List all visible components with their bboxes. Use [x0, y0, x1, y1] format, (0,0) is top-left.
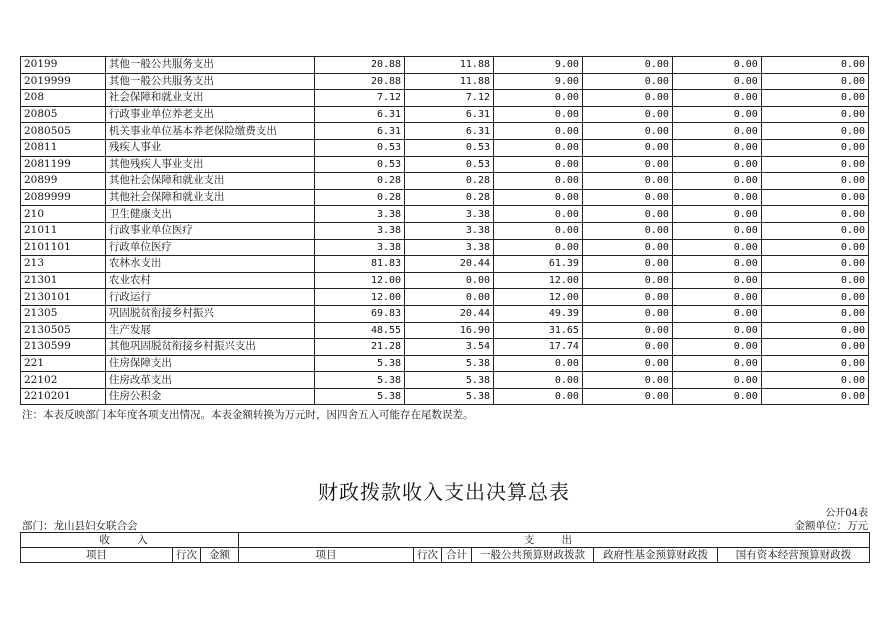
- amount-cell: 0.00: [582, 189, 672, 206]
- amount-cell: 11.88: [405, 73, 494, 90]
- amount-cell: 0.00: [494, 206, 583, 223]
- amount-cell: 0.00: [494, 106, 583, 123]
- subject-name-cell: 社会保障和就业支出: [105, 90, 314, 107]
- subject-name-cell: 其他巩固脱贫衔接乡村振兴支出: [105, 339, 314, 356]
- subject-code-cell: 213: [21, 256, 106, 273]
- amount-cell: 0.00: [672, 239, 761, 256]
- amount-cell: 7.12: [405, 90, 494, 107]
- amount-cell: 0.00: [761, 388, 868, 405]
- amount-cell: 0.00: [582, 123, 672, 140]
- amount-cell: 6.31: [405, 106, 494, 123]
- amount-cell: 0.00: [761, 305, 868, 322]
- amount-cell: 0.00: [494, 90, 583, 107]
- amount-cell: 0.00: [672, 222, 761, 239]
- amount-cell: 0.00: [494, 372, 583, 389]
- amount-cell: 0.00: [672, 305, 761, 322]
- table-row: [21, 189, 869, 206]
- amount-cell: 0.00: [494, 189, 583, 206]
- amount-cell: 61.39: [494, 256, 583, 273]
- amount-cell: 0.00: [761, 139, 868, 156]
- amount-cell: 0.00: [761, 322, 868, 339]
- table-row: [21, 339, 869, 356]
- amount-cell: 0.00: [761, 90, 868, 107]
- amount-cell: 17.74: [494, 339, 583, 356]
- subject-code-cell: 2210201: [21, 388, 106, 405]
- amount-cell: 3.38: [405, 239, 494, 256]
- amount-cell: 0.00: [582, 57, 672, 74]
- subject-name-cell: 其他社会保障和就业支出: [105, 173, 314, 190]
- subject-code-cell: 22102: [21, 372, 106, 389]
- subject-code-cell: 21301: [21, 272, 106, 289]
- amount-cell: 0.00: [761, 106, 868, 123]
- amount-cell: 0.00: [761, 57, 868, 74]
- amount-cell: 0.00: [582, 256, 672, 273]
- amount-cell: 0.00: [672, 272, 761, 289]
- amount-cell: 5.38: [405, 355, 494, 372]
- table-row: [21, 355, 869, 372]
- amount-cell: 0.00: [582, 305, 672, 322]
- amount-cell: 0.00: [494, 139, 583, 156]
- table-row: [21, 57, 869, 74]
- table-row: [21, 372, 869, 389]
- amount-cell: 3.38: [315, 222, 405, 239]
- amount-cell: 7.12: [315, 90, 405, 107]
- subject-name-cell: 住房改革支出: [105, 372, 314, 389]
- amount-cell: 0.00: [672, 355, 761, 372]
- subject-code-cell: 2101101: [21, 239, 106, 256]
- amount-cell: 0.00: [405, 289, 494, 306]
- amount-cell: 0.00: [761, 73, 868, 90]
- subject-code-cell: 221: [21, 355, 106, 372]
- amount-cell: 0.53: [405, 139, 494, 156]
- amount-cell: 0.00: [582, 222, 672, 239]
- amount-cell: 0.00: [582, 289, 672, 306]
- amount-cell: 20.44: [405, 256, 494, 273]
- amount-cell: 0.00: [672, 289, 761, 306]
- table-row: [21, 239, 869, 256]
- expense-header: 支 出: [239, 533, 870, 548]
- amount-cell: 0.00: [494, 388, 583, 405]
- amount-cell: 48.55: [315, 322, 405, 339]
- amount-cell: 0.00: [672, 123, 761, 140]
- table-row: [21, 272, 869, 289]
- table-row: [21, 305, 869, 322]
- amount-cell: 0.00: [672, 106, 761, 123]
- amount-cell: 0.28: [405, 173, 494, 190]
- expenditure-table: [20, 56, 869, 405]
- table-row: [21, 222, 869, 239]
- amount-cell: 0.28: [315, 173, 405, 190]
- amount-cell: 0.00: [582, 372, 672, 389]
- subject-code-cell: 2130101: [21, 289, 106, 306]
- amount-cell: 12.00: [315, 272, 405, 289]
- amount-cell: 0.00: [582, 173, 672, 190]
- amount-cell: 5.38: [405, 388, 494, 405]
- general-budget-header: 一般公共预算财政拨款: [472, 548, 594, 563]
- amount-cell: 12.00: [315, 289, 405, 306]
- amount-cell: 3.38: [315, 206, 405, 223]
- amount-cell: 0.00: [582, 73, 672, 90]
- amount-cell: 21.28: [315, 339, 405, 356]
- amount-cell: 0.00: [582, 156, 672, 173]
- amount-cell: 5.38: [315, 388, 405, 405]
- amount-cell: 0.00: [672, 73, 761, 90]
- subject-name-cell: 生产发展: [105, 322, 314, 339]
- subject-name-cell: 卫生健康支出: [105, 206, 314, 223]
- amount-cell: 0.00: [761, 289, 868, 306]
- amount-cell: 0.00: [761, 372, 868, 389]
- amount-cell: 0.00: [761, 339, 868, 356]
- amount-cell: 31.65: [494, 322, 583, 339]
- subject-code-cell: 2130505: [21, 322, 106, 339]
- table-row: [21, 173, 869, 190]
- table-row: [21, 388, 869, 405]
- table-row: [21, 289, 869, 306]
- report-title: 财政拨款收入支出决算总表: [318, 480, 570, 504]
- income-line-header: 行次: [173, 548, 201, 563]
- amount-cell: 0.00: [761, 173, 868, 190]
- amount-cell: 3.38: [405, 206, 494, 223]
- amount-cell: 0.00: [405, 272, 494, 289]
- amount-cell: 0.00: [672, 139, 761, 156]
- subject-name-cell: 残疾人事业: [105, 139, 314, 156]
- amount-cell: 9.00: [494, 57, 583, 74]
- subject-name-cell: 其他残疾人事业支出: [105, 156, 314, 173]
- amount-cell: 0.00: [582, 388, 672, 405]
- amount-cell: 0.00: [582, 355, 672, 372]
- amount-cell: 0.00: [582, 90, 672, 107]
- amount-cell: 3.38: [315, 239, 405, 256]
- amount-cell: 0.28: [315, 189, 405, 206]
- state-capital-header: 国有资本经营预算财政拨: [718, 548, 870, 563]
- summary-table-header: [20, 532, 870, 563]
- table-row: [21, 256, 869, 273]
- amount-cell: 6.31: [405, 123, 494, 140]
- table-row: [21, 139, 869, 156]
- amount-cell: 20.88: [315, 57, 405, 74]
- amount-cell: 0.00: [672, 173, 761, 190]
- subject-name-cell: 机关事业单位基本养老保险缴费支出: [105, 123, 314, 140]
- amount-cell: 0.28: [405, 189, 494, 206]
- amount-cell: 0.00: [582, 106, 672, 123]
- amount-cell: 0.00: [761, 189, 868, 206]
- amount-cell: 0.00: [494, 123, 583, 140]
- amount-cell: 0.00: [494, 173, 583, 190]
- amount-cell: 3.38: [405, 222, 494, 239]
- table-row: [21, 322, 869, 339]
- subject-code-cell: 2019999: [21, 73, 106, 90]
- table-row: [21, 123, 869, 140]
- amount-cell: 9.00: [494, 73, 583, 90]
- amount-cell: 16.90: [405, 322, 494, 339]
- amount-cell: 0.00: [672, 90, 761, 107]
- subject-code-cell: 21011: [21, 222, 106, 239]
- amount-cell: 0.00: [582, 139, 672, 156]
- subject-name-cell: 巩固脱贫衔接乡村振兴: [105, 305, 314, 322]
- amount-cell: 49.39: [494, 305, 583, 322]
- subject-code-cell: 2130599: [21, 339, 106, 356]
- subject-code-cell: 2081199: [21, 156, 106, 173]
- amount-cell: 12.00: [494, 272, 583, 289]
- expense-item-header: 项目: [239, 548, 414, 563]
- subject-name-cell: 住房保障支出: [105, 355, 314, 372]
- amount-cell: 0.00: [761, 256, 868, 273]
- subject-name-cell: 其他一般公共服务支出: [105, 57, 314, 74]
- amount-cell: 12.00: [494, 289, 583, 306]
- amount-cell: 0.00: [672, 322, 761, 339]
- table-footnote: 注：本表反映部门本年度各项支出情况。本表金额转换为万元时，因四舍五入可能存在尾数误差。: [22, 409, 474, 421]
- amount-cell: 0.00: [672, 156, 761, 173]
- income-item-header: 项目: [21, 548, 173, 563]
- amount-cell: 0.00: [672, 339, 761, 356]
- income-amount-header: 金额: [201, 548, 239, 563]
- subject-name-cell: 行政事业单位医疗: [105, 222, 314, 239]
- amount-cell: 0.00: [582, 322, 672, 339]
- subject-code-cell: 210: [21, 206, 106, 223]
- table-row: [21, 90, 869, 107]
- subject-name-cell: 农林水支出: [105, 256, 314, 273]
- amount-cell: 0.00: [582, 272, 672, 289]
- subject-code-cell: 20199: [21, 57, 106, 74]
- subject-name-cell: 行政运行: [105, 289, 314, 306]
- amount-cell: 11.88: [405, 57, 494, 74]
- amount-cell: 3.54: [405, 339, 494, 356]
- income-header: 收 入: [21, 533, 239, 548]
- amount-cell: 0.00: [672, 372, 761, 389]
- amount-cell: 0.00: [582, 206, 672, 223]
- amount-cell: 0.00: [672, 256, 761, 273]
- amount-cell: 0.00: [672, 388, 761, 405]
- amount-cell: 0.00: [761, 156, 868, 173]
- amount-cell: 0.00: [761, 355, 868, 372]
- unit-label: 金额单位：万元: [794, 520, 868, 532]
- department-label: 部门：龙山县妇女联合会: [22, 520, 138, 532]
- amount-cell: 0.53: [315, 156, 405, 173]
- amount-cell: 0.00: [582, 339, 672, 356]
- table-row: [21, 73, 869, 90]
- subject-name-cell: 行政事业单位养老支出: [105, 106, 314, 123]
- subject-code-cell: 20805: [21, 106, 106, 123]
- table-row: [21, 206, 869, 223]
- amount-cell: 69.83: [315, 305, 405, 322]
- total-header: 合计: [442, 548, 472, 563]
- subject-code-cell: 20899: [21, 173, 106, 190]
- amount-cell: 0.00: [761, 239, 868, 256]
- amount-cell: 0.00: [761, 222, 868, 239]
- amount-cell: 0.00: [494, 355, 583, 372]
- amount-cell: 0.00: [582, 239, 672, 256]
- subject-name-cell: 住房公积金: [105, 388, 314, 405]
- subject-code-cell: 2080505: [21, 123, 106, 140]
- gov-fund-header: 政府性基金预算财政拨: [594, 548, 718, 563]
- form-code: 公开04表: [825, 508, 868, 519]
- amount-cell: 81.83: [315, 256, 405, 273]
- subject-name-cell: 其他一般公共服务支出: [105, 73, 314, 90]
- amount-cell: 6.31: [315, 123, 405, 140]
- amount-cell: 5.38: [315, 372, 405, 389]
- expense-line-header: 行次: [414, 548, 442, 563]
- amount-cell: 20.88: [315, 73, 405, 90]
- amount-cell: 0.53: [405, 156, 494, 173]
- amount-cell: 6.31: [315, 106, 405, 123]
- amount-cell: 0.00: [672, 57, 761, 74]
- amount-cell: 5.38: [315, 355, 405, 372]
- amount-cell: 5.38: [405, 372, 494, 389]
- subject-code-cell: 208: [21, 90, 106, 107]
- amount-cell: 0.00: [761, 272, 868, 289]
- amount-cell: 0.53: [315, 139, 405, 156]
- table-row: [21, 106, 869, 123]
- amount-cell: 0.00: [494, 156, 583, 173]
- amount-cell: 0.00: [672, 189, 761, 206]
- amount-cell: 0.00: [761, 206, 868, 223]
- subject-name-cell: 其他社会保障和就业支出: [105, 189, 314, 206]
- amount-cell: 0.00: [672, 206, 761, 223]
- amount-cell: 0.00: [761, 123, 868, 140]
- subject-code-cell: 2089999: [21, 189, 106, 206]
- amount-cell: 0.00: [494, 222, 583, 239]
- amount-cell: 0.00: [494, 239, 583, 256]
- subject-code-cell: 21305: [21, 305, 106, 322]
- subject-name-cell: 农业农村: [105, 272, 314, 289]
- subject-code-cell: 20811: [21, 139, 106, 156]
- amount-cell: 20.44: [405, 305, 494, 322]
- subject-name-cell: 行政单位医疗: [105, 239, 314, 256]
- table-row: [21, 156, 869, 173]
